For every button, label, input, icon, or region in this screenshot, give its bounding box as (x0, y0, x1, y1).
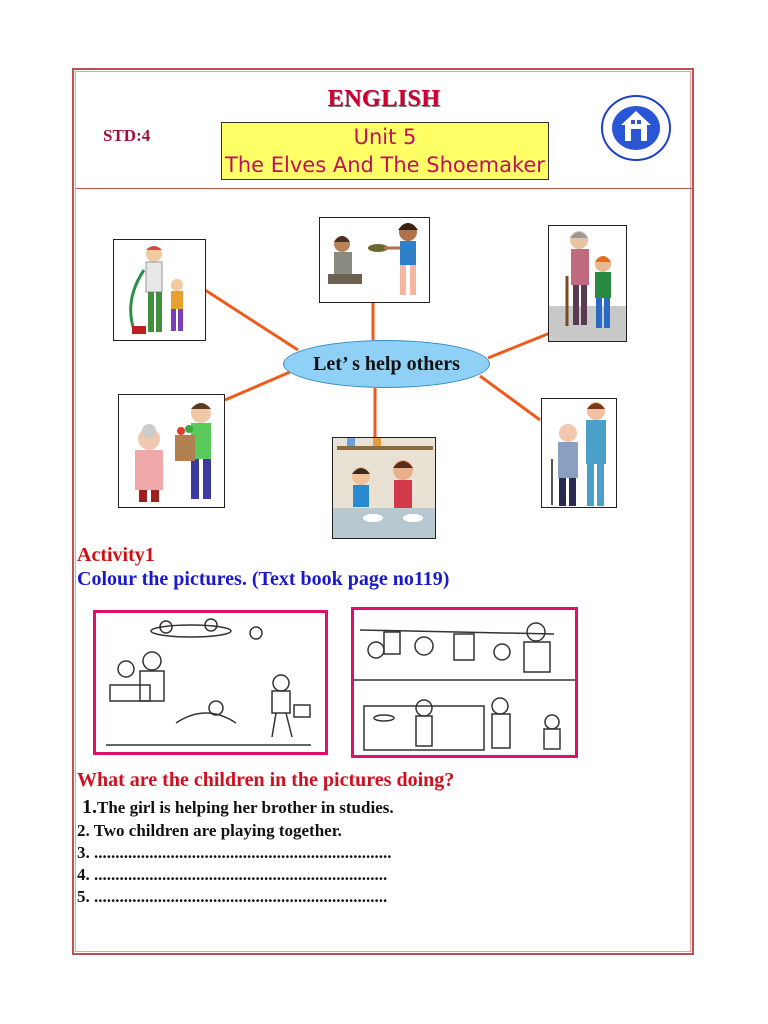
answer-number: 1. (82, 796, 97, 818)
child-sharing-food-with-poor-picture (319, 217, 430, 303)
unit-number: Unit 5 (353, 125, 417, 149)
man-carrying-groceries-for-grandmother-picture (118, 394, 225, 508)
question-prompt: What are the children in the pictures doing? (77, 769, 455, 791)
answer-blank: ...................................................................... (89, 843, 392, 862)
answer-number: 4. (77, 865, 90, 884)
activity-instruction: Colour the pictures. (Text book page no119) (77, 568, 450, 590)
answer-blank: ..................................................................... (89, 865, 388, 884)
children-washing-dishes-picture (332, 437, 436, 539)
answer-line-3 (77, 843, 392, 863)
answer-line-1 (82, 796, 394, 819)
mindmap-center: Let’ s help others (283, 340, 490, 388)
answer-line-4 (77, 865, 387, 885)
activity-title: Activity1 (77, 544, 155, 566)
answer-line-5 (77, 887, 387, 907)
subject-title: ENGLISH (327, 86, 441, 112)
answer-text: Two children are playing together. (89, 821, 342, 840)
lesson-title: The Elves And The Shoemaker (225, 153, 545, 177)
answer-line-2 (77, 821, 342, 841)
nurse-helping-elderly-man-picture (541, 398, 617, 508)
answer-number: 2. (77, 821, 90, 840)
answer-number: 3. (77, 843, 90, 862)
answer-blank: ..................................................................... (89, 887, 388, 906)
children-studying-and-playing-outline (93, 610, 328, 755)
boy-helping-elderly-woman-picture (548, 225, 627, 342)
children-doing-chores-outline (351, 607, 578, 758)
answer-number: 5. (77, 887, 90, 906)
answer-text: The girl is helping her brother in studies. (97, 798, 394, 817)
std-label: STD:4 (103, 126, 151, 145)
mother-vacuuming-with-child-picture (113, 239, 206, 341)
